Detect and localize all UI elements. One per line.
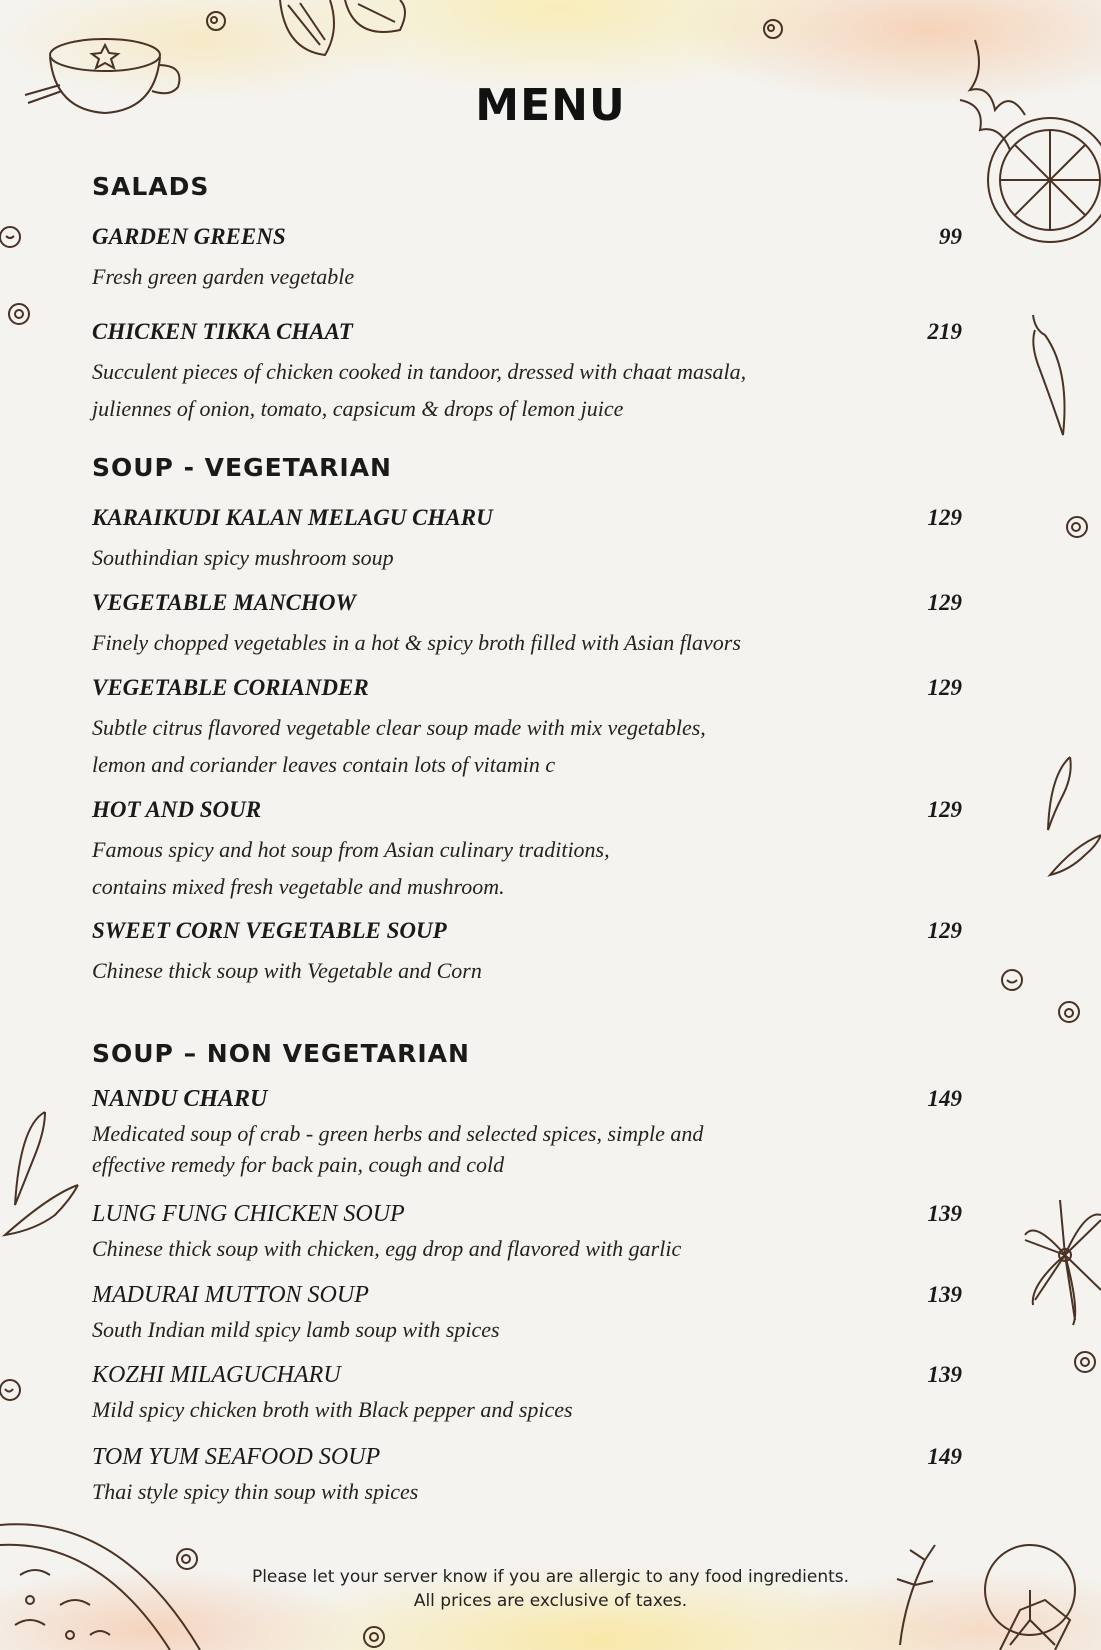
item-price: 99 bbox=[939, 224, 962, 249]
item-description-line: South Indian mild spicy lamb soup with spices bbox=[92, 1317, 500, 1342]
item-price: 129 bbox=[927, 590, 962, 615]
item-description bbox=[92, 952, 962, 989]
item-description bbox=[92, 539, 962, 576]
pepper-dot-icon bbox=[762, 18, 784, 40]
item-price: 149 bbox=[927, 1086, 962, 1111]
item-description-line: Succulent pieces of chicken cooked in tandoor, dressed with chaat masala, bbox=[92, 359, 747, 384]
item-description bbox=[92, 1118, 962, 1180]
section-heading-soup-non-vegetarian: SOUP – NON VEGETARIAN bbox=[92, 1039, 470, 1068]
chili-pair-illustration bbox=[1035, 755, 1101, 885]
item-price: 139 bbox=[927, 1201, 962, 1226]
item-description bbox=[92, 1233, 962, 1264]
menu-item bbox=[92, 1444, 962, 1507]
pepper-dot-icon bbox=[0, 1378, 24, 1402]
item-name: MADURAI MUTTON SOUP bbox=[92, 1282, 369, 1308]
item-description-line: Subtle citrus flavored vegetable clear soup made with mix vegetables, bbox=[92, 715, 706, 740]
item-description bbox=[92, 1394, 962, 1425]
item-description-line: Medicated soup of crab - green herbs and selected spices, simple and bbox=[92, 1121, 704, 1146]
item-name: TOM YUM SEAFOOD SOUP bbox=[92, 1444, 381, 1470]
item-name: SWEET CORN VEGETABLE SOUP bbox=[92, 918, 447, 943]
item-description bbox=[92, 353, 962, 427]
item-name: KARAIKUDI KALAN MELAGU CHARU bbox=[92, 505, 493, 530]
item-description-line: Famous spicy and hot soup from Asian culinary traditions, bbox=[92, 837, 610, 862]
item-price: 149 bbox=[927, 1444, 962, 1469]
item-description-line: Chinese thick soup with Vegetable and Corn bbox=[92, 958, 482, 983]
menu-item bbox=[92, 1086, 962, 1180]
item-name: GARDEN GREENS bbox=[92, 224, 286, 249]
item-price: 129 bbox=[927, 505, 962, 530]
menu-item bbox=[92, 1201, 962, 1264]
menu-item bbox=[92, 590, 962, 661]
pepper-dot-icon bbox=[1065, 515, 1089, 539]
item-description bbox=[92, 709, 962, 783]
item-name: LUNG FUNG CHICKEN SOUP bbox=[92, 1201, 405, 1227]
allergy-notice: Please let your server know if you are allergic to any food ingredients. bbox=[251, 1567, 850, 1587]
item-description-line: contains mixed fresh vegetable and mushroom. bbox=[92, 874, 505, 899]
menu-item bbox=[92, 505, 962, 576]
item-description-line: Mild spicy chicken broth with Black pepper and spices bbox=[92, 1397, 573, 1422]
item-price: 129 bbox=[927, 675, 962, 700]
item-description bbox=[92, 831, 962, 905]
pepper-dot-icon bbox=[205, 10, 227, 32]
section-heading-salads: SALADS bbox=[92, 172, 210, 201]
pepper-dot-icon bbox=[7, 302, 31, 326]
item-price: 129 bbox=[927, 918, 962, 943]
item-description-line: Chinese thick soup with chicken, egg drop and flavored with garlic bbox=[92, 1236, 682, 1261]
item-description bbox=[92, 624, 962, 661]
item-price: 129 bbox=[927, 797, 962, 822]
item-description-line: Fresh green garden vegetable bbox=[92, 264, 355, 289]
item-name: KOZHI MILAGUCHARU bbox=[92, 1362, 341, 1388]
pepper-dot-icon bbox=[1073, 1350, 1097, 1374]
section-heading-soup-vegetarian: SOUP - VEGETARIAN bbox=[92, 453, 392, 482]
menu-item bbox=[92, 675, 962, 783]
menu-item bbox=[92, 1282, 962, 1345]
menu-item bbox=[92, 224, 962, 295]
pepper-dot-icon bbox=[1057, 1000, 1081, 1024]
item-name: VEGETABLE MANCHOW bbox=[92, 590, 356, 615]
footer-note bbox=[0, 1565, 1101, 1613]
item-description-line: lemon and coriander leaves contain lots of vitamin c bbox=[92, 752, 556, 777]
item-name: VEGETABLE CORIANDER bbox=[92, 675, 369, 700]
item-description bbox=[92, 1476, 962, 1507]
item-description-line: effective remedy for back pain, cough and cold bbox=[92, 1152, 505, 1177]
item-description bbox=[92, 258, 962, 295]
chili-pair-illustration bbox=[0, 1110, 80, 1240]
item-price: 219 bbox=[927, 319, 962, 344]
menu-item bbox=[92, 1362, 962, 1425]
pepper-dot-icon bbox=[0, 225, 24, 249]
item-description-line: Thai style spicy thin soup with spices bbox=[92, 1479, 419, 1504]
star-anise-illustration bbox=[1005, 1160, 1101, 1350]
item-description-line: juliennes of onion, tomato, capsicum & drops of lemon juice bbox=[92, 396, 624, 421]
tax-notice: All prices are exclusive of taxes. bbox=[413, 1591, 688, 1611]
item-description-line: Finely chopped vegetables in a hot & spicy broth filled with Asian flavors bbox=[92, 630, 741, 655]
item-name: CHICKEN TIKKA CHAAT bbox=[92, 319, 353, 344]
menu-item bbox=[92, 918, 962, 989]
item-description-line: Southindian spicy mushroom soup bbox=[92, 545, 394, 570]
lemon-slices-illustration bbox=[270, 0, 410, 60]
chili-illustration bbox=[1025, 310, 1085, 440]
menu-title: MENU bbox=[475, 80, 626, 131]
pepper-dot-icon bbox=[1000, 968, 1024, 992]
item-description bbox=[92, 1314, 962, 1345]
menu-item bbox=[92, 797, 962, 905]
item-name: HOT AND SOUR bbox=[92, 797, 262, 822]
menu-item bbox=[92, 319, 962, 427]
item-price: 139 bbox=[927, 1362, 962, 1387]
item-price: 139 bbox=[927, 1282, 962, 1307]
orange-slice-illustration bbox=[955, 30, 1101, 250]
pepper-dot-icon bbox=[362, 1625, 386, 1649]
item-name: NANDU CHARU bbox=[92, 1086, 268, 1112]
